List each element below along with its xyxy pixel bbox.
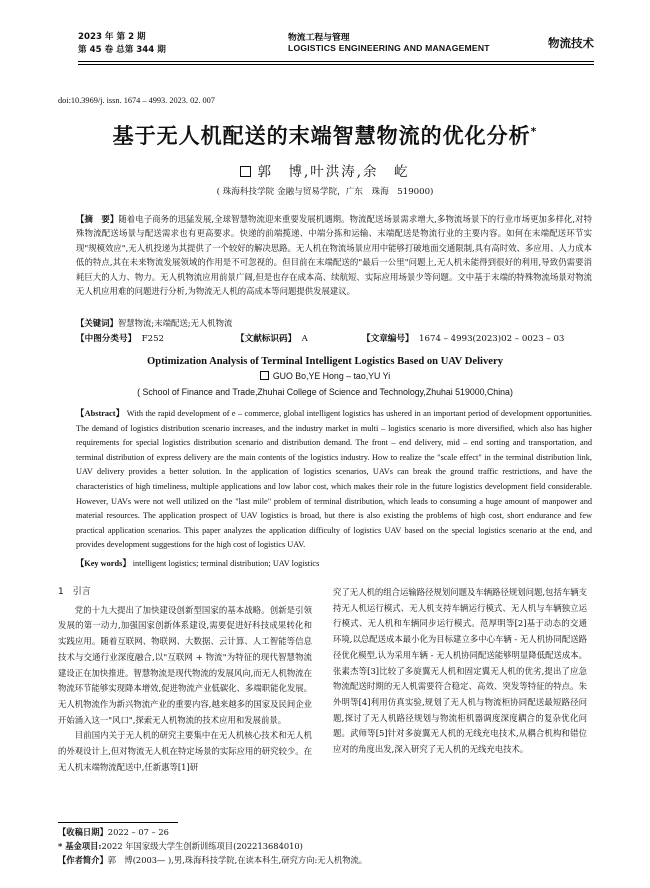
paper-title-text: 基于无人机配送的末端智慧物流的优化分析	[112, 124, 531, 148]
keywords-en-text: intelligent logistics; terminal distribution; UAV logistics	[132, 559, 320, 568]
body-column-left	[58, 585, 312, 775]
keywords-cn-text: 智慧物流;末端配送;无人机物流	[117, 318, 233, 328]
article-no-label: 【文章编号】	[362, 334, 414, 344]
body-column-right	[333, 585, 587, 758]
doi: doi:10.3969/j. issn. 1674 – 4993. 2023. 02. 007	[58, 96, 215, 105]
body-paragraph: 党的十九大提出了加快建设创新型国家的基本战略。创新是引领发展的第一动力,加强国家创新体系建设,需要促进好科技成果转化和实践应用。随着互联网、物联网、大数据、云计算、人工智能等信息技术与交通行业深度融合,以"互联网 + 物流"为特征的现代智慧物流建设正在加快推进。智慧物流是现代物流的发展风向,而无人机物流在物流环节能够实现降本增效,促进物流产业低碳化、多端职能化发展。无人机物流作为新兴物流产业的重要内容,越来越多的国家及民间企业开始涌入这一"风口",探索无人机物流的技术应用和发展前景。	[58, 604, 312, 725]
english-affiliation: ( School of Finance and Trade,Zhuhai College of Science and Technology,Zhuhai 519000,China)	[137, 387, 513, 397]
header-rule-thin	[78, 64, 594, 65]
journal-name-en: LOGISTICS ENGINEERING AND MANAGEMENT	[288, 43, 490, 53]
header-rule-thick	[78, 61, 594, 62]
footnote-received	[58, 826, 592, 838]
abstract-en-text: With the rapid development of e – commerce, global intelligent logistics has ushered in an important period of development opportunities. The demand of logistics distribution scenario increases, and the industry market in multi – logistics scenario is more diversified, which also has higher requirements for special logistics distribution scenario and distribution demand. The front – end delivery, mid – end sorting and transportation, and terminal distribution of express delivery are the main contents of the logistics industry. How to realize the "scale effect" in the terminal distribution link, UAV delivery provides a better solution. In the application of logistics scenarios, UAVs can break the ground traffic restrictions, and have the characteristics of high timeliness, multiple applications and low labor cost, which makes their role in the future logistics development field considerable. However, UAVs were not well utilized on the "last mile" problem of terminal distribution, which leads to consuming a huge amount of manpower and material resources. The application prospect of UAV logistics is broad, but there is also existing the problems of high cost, short endurance and few practical application scenarios. This paper analyzes the application difficulty of logistics UAV based on the special logistics scenario at the end, and provides development suggestions for the high cost of logistics UAV.	[76, 409, 593, 550]
body-paragraph: 目前国内关于无人机的研究主要集中在无人机核心技术和无人机的外观设计上,但对物流无人机在特定场景的实际应用的研究较少。在无人机末端物流配送中,任新惠等[1]研	[58, 730, 312, 772]
clc	[76, 332, 164, 344]
abstract-cn-label: 【摘 要】	[76, 214, 119, 224]
doc-code-label: 【文献标识码】	[236, 334, 297, 344]
english-author-line	[0, 371, 650, 381]
author-box-mark-en	[260, 371, 269, 380]
author-bio-value: 郭 博(2003— ),男,珠海科技学院,在读本科生,研究方向:无人机物流。	[107, 855, 368, 865]
authors: 郭 博,叶洪涛,余 屹	[257, 164, 410, 180]
english-authors: GUO Bo,YE Hong – tao,YU Yi	[272, 371, 391, 381]
paper-title	[0, 120, 650, 150]
fund-label: * 基金项目:	[58, 841, 102, 851]
keywords-cn	[76, 317, 592, 329]
footnote-fund	[58, 840, 592, 852]
keywords-cn-label: 【关键词】	[76, 318, 118, 328]
journal-name-cn: 物流工程与管理	[288, 33, 350, 43]
clc-value: F252	[141, 334, 165, 344]
author-line	[0, 160, 650, 180]
author-box-mark	[240, 166, 251, 177]
year-issue: 2023 年 第 2 期	[78, 32, 146, 42]
clc-label: 【中图分类号】	[76, 334, 137, 344]
affiliation: ( 珠海科技学院 金融与贸易学院，广东 珠海 519000)	[216, 187, 434, 197]
author-bio-label: 【作者简介】	[58, 855, 108, 865]
keywords-en-label: 【Key words】	[76, 559, 131, 568]
received-value: 2022 – 07 – 26	[107, 827, 169, 837]
footnote-author	[58, 854, 592, 866]
body-paragraph-right: 究了无人机的组合运输路径规划问题及车辆路径规划问题,包括车辆支持无人机运行模式、无人机支持车辆运行模式、无人机与车辆独立运行模式、无人机和车辆同步运行模式。范厚明等[2]基于动态的交通环境,以总配送成本最小化为目标建立多中心车辆 - 无人机协同配送路径优化模型,认为采用车辆 - 无人机协同配送能够明显降低配送成本。张素杰等[3]比较了多旋翼无人机和固定翼无人机的优劣,提出了应急物流配送时期的无人机需要符合稳定、高效、突发等特征的特点。朱外明等[4]利用仿真实验,规划了无人机与物流柜协同配送最短路径问题,探讨了无人机路径规划与物流柜机器调度深度耦合的复杂优化问题。武师等[5]针对多旋翼无人机的无线充电技术,从耦合机构和错位应对的角度出发,深入研究了无人机的无线充电技术。	[333, 587, 587, 755]
classification-line	[76, 332, 596, 346]
volume-total: 第 45 卷 总第 344 期	[78, 45, 166, 55]
abstract-cn	[76, 212, 592, 298]
article-no-value: 1674 – 4993(2023)02 – 0023 – 03	[419, 334, 565, 344]
doc-code-value: A	[301, 334, 308, 344]
title-footnote-mark: *	[530, 125, 538, 138]
abstract-en-label: 【Abstract】	[76, 409, 125, 418]
section-heading: 1 引言	[58, 587, 91, 597]
article-no	[362, 332, 564, 344]
received-label: 【收稿日期】	[58, 827, 108, 837]
abstract-cn-text: 随着电子商务的迅猛发展,全球智慧物流迎来重要发展机遇期。物流配送场景需求增大,多物流场景下的行业市场更加多样化,对特殊物流配送场景与配送需求也有更高要求。快递的前端揽递、中端分拣和运输、末端配送是物流行业的主要内容。如何在末端配送环节实现"规模效应",无人机投递为其提供了一个较好的解决思路。无人机在物流场景应用中能够打破地面交通限制,具有高时效、多应用、人力成本低的特点,其在未来物流发展领域的作用是不可忽视的。但目前在末端配送的"最后一公里"问题上,无人机未能得到很好的利用,导致仍需要消耗巨大的人力、物力。无人机物流应用前景广阔,但是也存在成本高、续航短、实际应用场景少等问题。文中基于末端的特殊物流场景对物流无人机应用难的问题进行分析,为物流无人机的高成本等问题提供发展建议。	[76, 214, 593, 297]
footnote-rule	[58, 822, 178, 823]
abstract-en	[76, 407, 592, 553]
section-label: 物流技术	[548, 36, 594, 50]
fund-value: 2022 年国家级大学生创新训练项目(202213684010)	[101, 841, 303, 851]
keywords-en	[76, 557, 592, 569]
english-title: Optimization Analysis of Terminal Intelligent Logistics Based on UAV Delivery	[147, 356, 503, 367]
doc-code	[236, 332, 308, 344]
